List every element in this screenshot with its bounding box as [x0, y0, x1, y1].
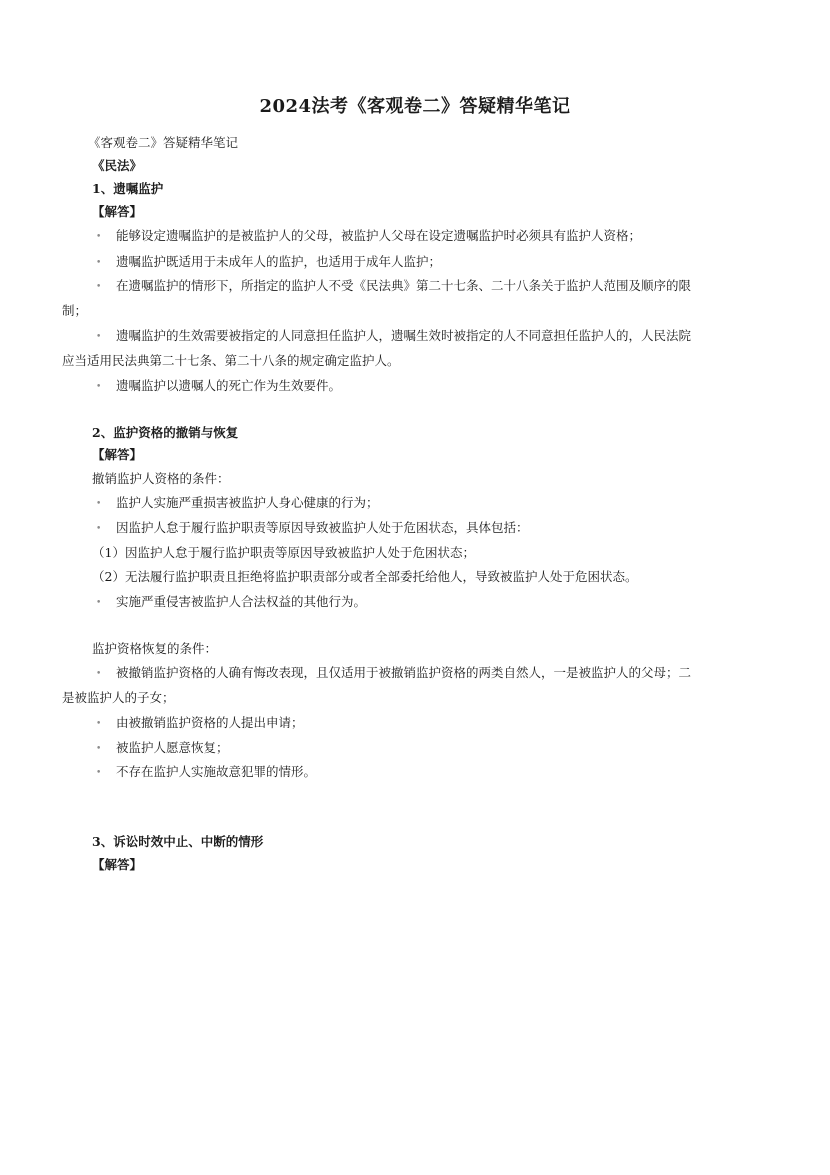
list-item-continuation: 应当适用民法典第二十七条、第二十八条的规定确定监护人。	[62, 353, 400, 368]
page-title: 2024法考《客观卷二》答疑精华笔记	[259, 96, 571, 117]
bullet-icon: •	[96, 382, 102, 392]
list-item: • 在遗嘱监护的情形下，所指定的监护人不受《民法典》第二十七条、二十八条关于监护人范围及顺序的限	[96, 278, 692, 293]
revoke-intro: 撤销监护人资格的条件：	[92, 471, 230, 486]
bullet-icon: •	[96, 258, 102, 268]
restore-intro: 监护资格恢复的条件：	[92, 641, 218, 656]
topic2-answer-label: 【解答】	[92, 447, 143, 462]
bullet-icon: •	[96, 669, 102, 679]
bullet-icon: •	[96, 524, 102, 534]
bullet-icon: •	[96, 598, 102, 608]
topic3-answer-label: 【解答】	[92, 857, 143, 872]
bullet-icon: •	[96, 719, 102, 729]
list-item: • 遗嘱监护既适用于未成年人的监护，也适用于成年人监护；	[96, 254, 442, 269]
section-civil-law: 《民法》	[92, 158, 143, 173]
topic1-answer-label: 【解答】	[92, 204, 143, 219]
subtitle: 《客观卷二》答疑精华笔记	[88, 135, 239, 150]
topic1-heading: 1、遗嘱监护	[92, 181, 164, 196]
bullet-icon: •	[96, 282, 102, 292]
list-item: • 由被撤销监护资格的人提出申请；	[96, 715, 304, 730]
list-item: • 被监护人愿意恢复；	[96, 740, 229, 755]
bullet-icon: •	[96, 499, 102, 509]
list-item: • 遗嘱监护以遗嘱人的死亡作为生效要件。	[96, 378, 342, 393]
list-item: • 不存在监护人实施故意犯罪的情形。	[96, 764, 317, 779]
bullet-icon: •	[96, 744, 102, 754]
list-item-continuation: 制；	[62, 303, 88, 318]
list-item: • 能够设定遗嘱监护的是被监护人的父母，被监护人父母在设定遗嘱监护时必须具有监护人资格；	[96, 228, 642, 243]
list-subitem: （1）因监护人怠于履行监护职责等原因导致被监护人处于危困状态；	[92, 545, 475, 560]
list-item-continuation: 是被监护人的子女；	[62, 690, 175, 705]
list-item: • 被撤销监护资格的人确有悔改表现，且仅适用于被撤销监护资格的两类自然人，一是被监护人的父母；二	[96, 665, 692, 680]
bullet-icon: •	[96, 232, 102, 242]
topic3-heading: 3、诉讼时效中止、中断的情形	[92, 834, 264, 849]
list-item: • 监护人实施严重损害被监护人身心健康的行为；	[96, 495, 379, 510]
bullet-icon: •	[96, 332, 102, 342]
list-item: • 实施严重侵害被监护人合法权益的其他行为。	[96, 594, 367, 609]
list-item: • 遗嘱监护的生效需要被指定的人同意担任监护人，遗嘱生效时被指定的人不同意担任监护人的，人民法院	[96, 328, 692, 343]
topic2-heading: 2、监护资格的撤销与恢复	[92, 425, 239, 440]
bullet-icon: •	[96, 768, 102, 778]
list-subitem: （2）无法履行监护职责且拒绝将监护职责部分或者全部委托给他人，导致被监护人处于危困状态。	[92, 569, 638, 584]
list-item: • 因监护人怠于履行监护职责等原因导致被监护人处于危困状态，具体包括：	[96, 520, 529, 535]
